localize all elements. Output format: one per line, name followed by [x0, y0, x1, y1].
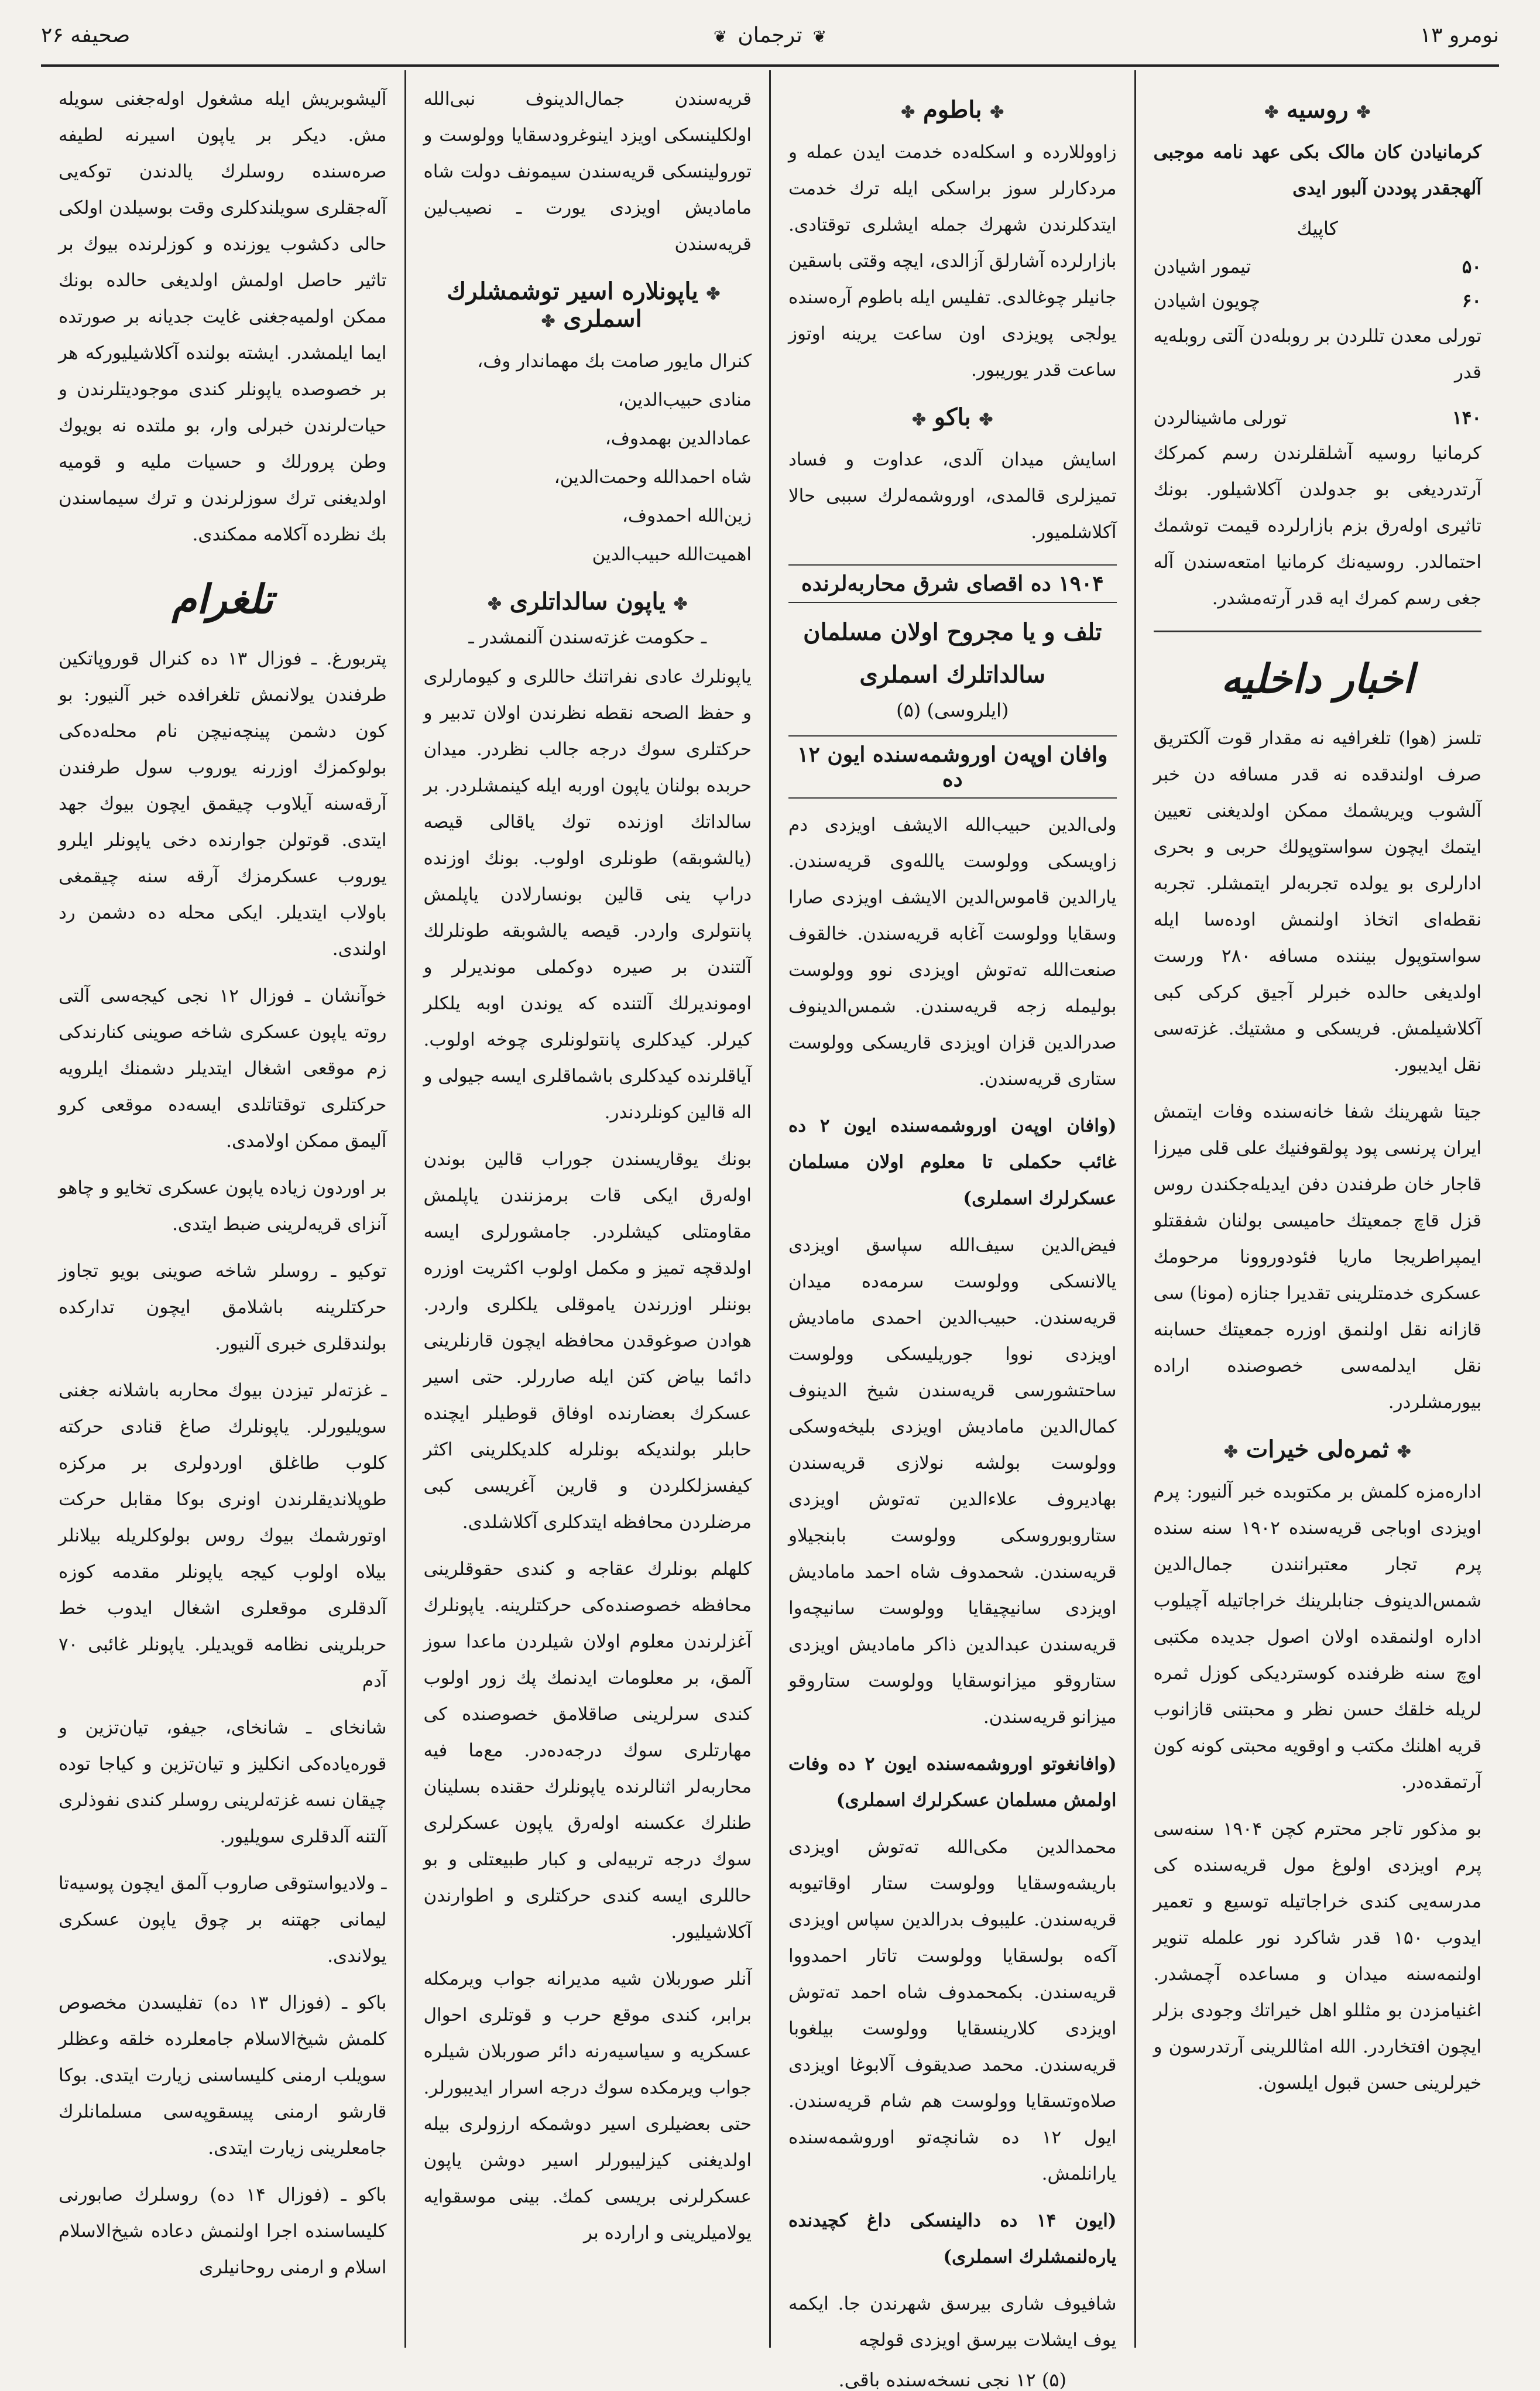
names-intro: قریه‌سندن جمال‌الدینوف نبی‌الله اولکلینسکی اویزد اینوغرودسقایا وولوست و تورولینسکی قریه‌سندن سیمونف دولت شاه مامادیش اویزدی یورت ـ نصیب‌لین قریه‌سندن — [423, 88, 752, 255]
list-item: کنرال مایور صامت بك مهماندار وف، — [477, 351, 752, 372]
telegram-item: باکو ـ (فوزال ۱۳ ده) تفلیسدن مخصوص کلمش شیخ‌الاسلام جامعلرده خلقه وعظلر سویلب ارمنی کلیساسنی زیارت ایتدی. بوکا قارشو ارمنی پیسقوپه‌سی مسلمانلرك جامعلرینی زیارت ایتدی. — [59, 1992, 387, 2159]
telegram-item: شانخای ـ شانخای، جیفو، تیان‌تزین و قورەیاده‌کی انکلیز و تیان‌تزین و کیاجا توده چیقان نسه غزته‌لرینی روسلر کندی نفوذلری آلتنه آلدقلری سویلیور. — [59, 1717, 387, 1847]
battle-heading: (وافان اوپه‌ن اوروشمه‌سنده ایون ۲ ده غائب حکملی تا معلوم اولان مسلمان عسکرلرك اسملری) — [788, 1115, 1117, 1209]
rate-row: ۶۰ چویون اشیادن — [1153, 290, 1481, 311]
newspaper-title: ❦ترجمان❦ — [713, 23, 827, 47]
column-1 — [1134, 70, 1500, 2348]
article-continuation: آلیشوبریش ایله مشغول اوله‌جغنی سویله مش. دیکر بر یاپون اسیرنه لطیفه صره‌سنده روسلرك یالدندن توکه‌یی آله‌جقلری سویلندکلری وقت بوسیلدن اولکی حالی دکشوب یوزنده و کوزلرنده بیوك بر تاثیر حاصل اولمش اولدیغی حالده بونك ممکن اولمیه‌جغنی غایت جدیانه بر صورتده ایما ایلمشدر. ایشته بولنده آکلاشیلیورکه هر بر خصوصده یاپونلر کندی موجودیتلرندن و حیات‌لرندن خبرلی وار، بو ملتده نه بویوك وطن پرورلك و حسیات ملیه و قومیه اولدیغنی ترك سوزلرندن و ترك سیماسندن بك نظرده آکلامه ممکندی. — [59, 88, 387, 545]
ornament-icon: ❦ — [713, 27, 728, 46]
domestic-body: تلسز (هوا) تلغرافیه نه مقدار قوت آلکتریق صرف اولندقده نه قدر مسافه دن خبر آلشوب ویریشمك ممکن اولدیغنی تعیین ایتمك ایچون سواستوپولك حربی و بحری ادارلری بو یولده تجربه‌لر ایتمشلر. تجربه نقطه‌ای اتخاذ اولنمش اودەسا ایله سواستوپول بیننده مسافه ۲۸۰ ورست اولدیغی حالده خبرلر آجیق کرکی کبی آکلاشیلمش. فریسکی و مشتیك. غزته‌سی نقل ایدیبور. — [1153, 728, 1481, 1075]
telegram-item: بر اوردون زیاده یاپون عسکری تخایو و چاهو آنزای قریه‌لرینی ضبط ایتدی. — [59, 1177, 387, 1235]
list-item: عمادالدین بهمدوف، — [605, 428, 752, 449]
kapeik-label: کاپیك — [1297, 217, 1338, 239]
section-heading-russia: ✤روسیه✤ — [1264, 96, 1371, 124]
article-columns — [41, 70, 1499, 2391]
war-casualties-heading: ۱۹۰۴ ده اقصای شرق محاربه‌لرنده — [788, 564, 1117, 603]
war-casualties-subheading-2: سالداتلرك اسملری — [859, 661, 1046, 688]
continuation-note: (ایلروسی) (۵) — [896, 699, 1009, 721]
telegram-item: ـ غزته‌لر تیزدن بیوك محاربه باشلانه جغنی سویلیورلر. یاپونلرك صاغ قنادی حرکته کلوب طاغلق اوردولری بر مرکزه طوپلاندیقلرندن اونری بوکا مقابل حرکت اوتورشمك بیوك روس بولوکلریله بیلانلر بیلاه اولوب کیجه یاپونلر مقدمه کوزه آلدقلری موقعلری اشغال ایدوب خط حربلرینی نظامه قویدیلر. یاپونلر غائبی ۷۰ آدم — [59, 1380, 387, 1691]
soldiers-body: کلهلم بونلرك عقاجه و کندی حقوقلرینی محافظه خصوصنده‌کی حرکتلرینه. یاپونلرك آغزلرندن معلوم اولان شیلردن ماعدا سوز آلمق، بر معلومات ایدنمك پك زور اولوب کندی سرلرینی صاقلامق خصوصنده کی مهارتلری سوك درجه‌ده‌در. مع‌ما فیه محاربه‌لر اثنالرنده یاپونلرك حقنده بسلینان طنلرك عکسنه اولەرق یاپون عسکرلری سوك درجه تربیه‌لی و کبار طبیعتلی و بو حاللری ایسه کندی حرکتلری و اطوارندن آکلاشیلیور. — [423, 1558, 752, 1943]
section-heading-charity: ✤ثمره‌لی خیرات✤ — [1224, 1436, 1411, 1463]
soldiers-body: یاپونلرك عادی نفراتنك حاللری و کیومارلری و حفظ الصحه نقطه نظرندن اولان تدبیر و حرکتلری سوك درجه جالب نظردر. میدان حربده بولنان یاپون اوربه ایله کینمشلردر. بر سالداتك اوزنده توك یاقالی قیصه (یالشوبقه) طونلری اولوب. بونك اوزنده دراپ ینی قالین بونسارلادن یاپلمش پانتولری واردر. قیصه یالشوبقه طونلرلك آلتندن بر صیره دوکملی موندیرلر و اوموندیرلك آلتنده که یوندن اوبه یلکلر کیرلر. کیدکلری پانتولونلری چوخه اولوب. آیاقلرنده کیدکلری باشماقلری ایسه جیولی و اله قالین کونلردندر. — [423, 666, 752, 1123]
casualty-list: محمدالدین مکی‌الله ته‌توش اویزدی باریشه‌وسقایا وولوست ستار اوقاتیوبه قریه‌سندن. علیبوف بدرالدین سپاس اویزدی آکه‌ه بولسقایا وولوست تاتار احمدووا قریه‌سندن. بکمحمدوف شاه احمد ته‌توش اویزدی کلارینسقایا وولوست بیلغوبا قریه‌سندن. محمد صدیقوف آلابوغا اویزدی صلاه‌وتسقایا وولوست هم شام قریه‌سندن. ایول ۱۲ ده شانچه‌تو اوروشمه‌سنده یارانلمش. — [788, 1837, 1117, 2184]
section-heading-batum: ✤باطوم✤ — [901, 96, 1004, 124]
soldiers-body: بونك یوقاریسندن جوراب قالین بوندن اولەرق ایکی قات برمزنندن یاپلمش مقاومتلی کیشلردر. جامشورلری ایسه اولدقچه تمیز و مکمل اولوب اکثریت اوزره بوننلر اوزرندن یاموقلی یلکلری واردر. هوادن صوغوقدن محافظه ایچون قارنلرینی دائما بیاض کتن ایله صاررلر. حتی اسیر عسکرك بعضارنده اوفاق قوطیلر ایچنده حابلر بولندیکه بونلرله کلدیکلرینی اکثر کیفسزلکلردن و قارین آغریسی کبی مرضلردن محافظه ایتدکلری آکلاشلدی. — [423, 1149, 752, 1533]
domestic-body: جیتا شهرینك شفا خانه‌سنده وفات ایتمش ایران پرنسی پود پولقوفنیك علی قلی میرزا قاجار خان طرفندن دفن ایدیله‌جکندن روس قزل قاچ جمعیتك حامیسی بولنان شفقتلو ایمپراطریجا ماریا فئودوروونا مرحومك عسکری خدمتلرینی تقدیرا جنازه (مونا) سی قازانه نقل اولنمق اوزره جمعیتك حسابنه نقل ایدلمه‌سی خصوصنده اراده بیورمشلردر. — [1153, 1101, 1481, 1413]
section-heading-domestic: اخبار داخلیه — [1221, 656, 1414, 703]
russia-intro: کرمانیادن کان مالک بکی عهد نامه موجبی آلهجقدر پوددن آلبور ایدی — [1153, 142, 1481, 199]
war-casualties-subheading: تلف و یا مجروح اولان مسلمان — [803, 618, 1102, 646]
telegram-item: خوآنشان ـ فوزال ۱۲ نجی کیجه‌سی آلتی روته یاپون عسکری شاخه صوینی کنارندکی زم موقعی اشغال ایتدیلر دشمنك ایلرویه حرکتلری توقتاتلدی ایسه‌ده موقعی کرو آلیمق ممکن اولامدی. — [59, 985, 387, 1152]
page-header — [41, 23, 1499, 67]
telegram-item: ـ ولادیواستوقی صاروب آلمق ایچون پوسیه‌تا لیمانی جهتنه بر چوق یاپون عسکری یولاندی. — [59, 1873, 387, 1967]
section-heading-baku: ✤باکو✤ — [912, 403, 993, 431]
charity-body: اداره‌مزه کلمش بر مکتوبده خبر آلنیور: پرم اویزدی اوباجی قریه‌سنده ۱۹۰۲ سنه سنده پرم تجار معتبرانندن جمال‌الدین شمس‌الدینوف جنابلرینك خراجاتیله آچیلوب اداره اولنمقده اولان اصول جدیده مکتبی اوچ سنه ظرفنده کوستردیکی کوزل ثمره لریله خلقك حسن نظر و محبتنی قازانوب قریه اهلنك مکتب و اوقویه محبتی کونه کون آرتمقده‌در. — [1153, 1481, 1481, 1793]
casualty-list: فیض‌الدین سیف‌الله سپاسق اویزدی یالانسکی وولوست سرمه‌ده میدان قریه‌سندن. حبیب‌الدین احمدی مامادیش اویزدی نووا جوریلیسکی وولوست ساحتشورسی قریه‌سندن شیخ الدینوف کمال‌الدین مامادیش اویزدی بلیخه‌وسکی وولوست بولشه نولازی قریه‌سندن بهادیروف علاءالدین ته‌توش اویزدی ستاروبوروسکی وولوست بابنجیلاو قریه‌سندن. شحمدوف شاه احمد مامادیش اویزدی سانیچیقایا وولوست سانیچه‌وا قریه‌سندن عبدالدین ذاکر مامادیش اویزدی ستاروقو میزانوسقایا وولوست ستاروقو میزانو قریه‌سندن. — [788, 1235, 1117, 1728]
rate-row: ۵۰ تیمور اشیادن — [1153, 256, 1481, 278]
charity-body: بو مذکور تاجر محترم کچن ۱۹۰۴ سنه‌سی پرم اویزدی اولوغ مول قریه‌سنده کی مدرسه‌یی کندی خراجاتیله توسیع و تعمیر ایدوب ۱۵۰ قدر شاکرد نور علمله تنویر اولنمه‌سنه میدان و مساعده آچمشدر. اغنیامزدن بو مثللو اهل خیراتك وجودی بزلر ایچون افتخاردر. الله امثاللرینی آرتدرسون و خیرلرینی حسن قبول ایلسون. — [1153, 1818, 1481, 2094]
telegram-item: پتربورغ. ـ فوزال ۱۳ ده کنرال قوروپاتکین طرفندن یولانمش تلغرافده خبر آلنیور: بو کون دشمن پینچه‌نیچن نام محله‌ده‌کی بولوکمزك اوزرنه یوروب سول طرفندن آرقه‌سنه آیلاوب چیقمق ایچون بیوك جهد ایتدی. قوتولن جوارنده دخی یاپونلر ایلرو یوروب عسکرمزك آرقه سنه چیقمغی باولاب ایتدیلر. ایکی محله ده دشمن رد اولندی. — [59, 648, 387, 960]
casualty-list: شافیوف شاری بیرسق شهرندن جا. ایکمه یوف ایشلات بیرسق اویزدی قولچه — [788, 2293, 1117, 2351]
issue-number: نومرو ۱۳ — [1419, 23, 1499, 47]
baku-body: اسایش میدان آلدی، عداوت و فساد تمیزلری قالمدی، اوروشمه‌لرك سببی حالا آکلاشلمیور. — [788, 449, 1117, 543]
source-note: ـ حکومت غزته‌سندن آلنمشدر ـ — [468, 626, 707, 648]
batum-body: زاووللارده و اسکله‌ده خدمت ایدن عمله و مردکارلر سوز براسکی ایله ترك خدمت ایتدکلرندن شهرك جمله ایشلری توقتادی. بازارلرده آشارلق آزالدی، ایچه وقتی باسقین جانیلر چوغالدی. تفلیس ایله باطوم آره‌سنده یولجی پویزدی اون ساعت یرینه اوتوز ساعت قدر یوریبور. — [788, 142, 1117, 381]
russia-body: کرمانیا روسیه آشلقلرندن رسم کمرکك آرتدردیغی بو جدولدن آکلاشیلور. بونك تاثیری اولەرق بزم بازارلرده قیمت توشمك احتمالدر. روسیه‌نك کرمانیا امتعه‌سندن آله جغی رسم کمرك ایه قدر آرتەمشدر. — [1153, 443, 1481, 609]
column-4 — [41, 70, 404, 2348]
ornament-icon: ❦ — [812, 27, 827, 46]
list-item: زین‌الله احمدوف، — [622, 505, 752, 526]
section-heading-soldiers: ✤یاپون سالداتلری✤ — [488, 588, 688, 615]
pow-list — [424, 343, 752, 573]
casualty-list: ولی‌الدین حبیب‌الله الایشف اویزدی دم زاویسکی وولوست یالله‌وی قریه‌سندن. یارالدین قاموس‌الدین الایشف اویزدی صارا وسقایا وولوست آغابه قریه‌سندن. خالقوف صنعت‌الله ته‌توش اویزدی نوو وولوست بولیمله زجه قریه‌سندن. شمس‌الدینوف صدرالدین قزان اویزدی قاریسکی وولوست ستاری قریه‌سندن. — [788, 814, 1117, 1090]
page-label: صحیفه ۲۶ — [41, 23, 131, 47]
section-heading-pows: ✤یاپونلاره اسیر توشمشلرك اسملری✤ — [447, 278, 721, 333]
list-item: اهمیت‌الله حبیب‌الدین — [592, 544, 752, 565]
column-3 — [404, 70, 770, 2348]
rate-row: ۱۴۰ تورلی ماشینالردن — [1153, 407, 1481, 429]
rate-row: تورلی معدن تللردن بر روبله‌دن آلتی روبله‌یه قدر — [1153, 326, 1481, 383]
list-item: شاه احمدالله وحمت‌الدین، — [554, 467, 752, 488]
column-2 — [769, 70, 1134, 2391]
battle-heading: وافان اوپه‌ن اوروشمه‌سنده ایون ۱۲ ده — [788, 735, 1117, 799]
battle-heading: (ایون ۱۴ ده دالینسکی داغ کچیدنده یارەلنمشلرك اسملری) — [788, 2210, 1117, 2267]
telegram-item: توکیو ـ روسلر شاخه صوینی بویو تجاوز حرکتلرینه باشلامق ایچون تدارکده بولندقلری خبری آلنیور. — [59, 1260, 387, 1354]
soldiers-body: آنلر صوربلان شیه مدیرانه جواب ویرمکله برابر، کندی موقع حرب و قوتلری احوال عسکریه و سیاسیه‌رنه دائر صوربلان شیلره جواب ویرمکده سوك درجه اسرار ایدیبورلر. حتی بعضیلری اسیر دوشمکه ارزولری بیله اولدیغنی کیزلیبورلر اسیر دوشن یاپون عسکرلرنی بریسی کمك. بینی موسقوایه یولامیلرینی و ارارده بر — [423, 1968, 752, 2243]
section-heading-telegrams: تلغرام — [172, 576, 273, 623]
divider — [1154, 631, 1482, 632]
battle-heading: (وافانغوتو اوروشمه‌سنده ایون ۲ ده وفات اولمش مسلمان عسکرلرك اسملری) — [788, 1753, 1117, 1811]
continuation-footer: (۵) ۱۲ نجی نسخه‌سنده باقی. — [838, 2369, 1067, 2391]
telegram-item: باکو ـ (فوزال ۱۴ ده) روسلرك صابورنی کلیساسنده اجرا اولنمش دعاده شیخ‌الاسلام اسلام و ارمنی روحانیلری — [59, 2184, 387, 2278]
list-item: منادی حبیب‌الدین، — [618, 389, 752, 410]
